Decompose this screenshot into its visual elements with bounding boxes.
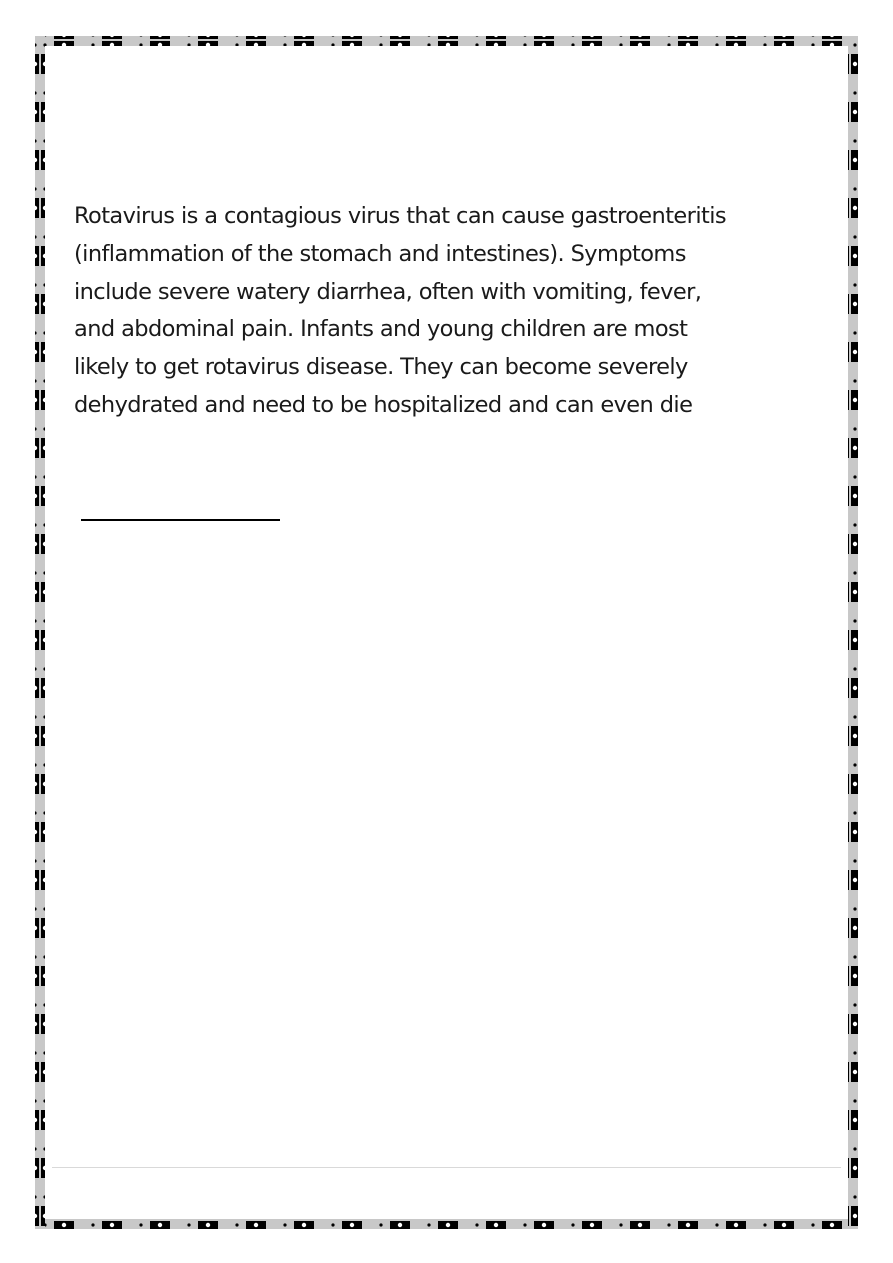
- paragraph-line: dehydrated and need to be hospitalized and can even die: [74, 391, 693, 418]
- paragraph-line: include severe watery diarrhea, often with vomiting, fever,: [74, 278, 702, 305]
- paragraph-line: and abdominal pain. Infants and young children are most: [74, 316, 688, 343]
- border-top: [35, 36, 858, 46]
- border-left: [35, 36, 45, 1229]
- paragraph-line: (inflammation of the stomach and intestines). Symptoms: [74, 240, 686, 267]
- border-right: [848, 36, 858, 1229]
- body-paragraph: [74, 198, 844, 425]
- paragraph-line: Rotavirus is a contagious virus that can cause gastroenteritis: [74, 203, 726, 229]
- footer-divider: [52, 1167, 841, 1168]
- border-bottom: [35, 1219, 858, 1229]
- footnote-separator: [81, 519, 280, 521]
- paragraph-line: likely to get rotavirus disease. They can become severely: [74, 354, 688, 381]
